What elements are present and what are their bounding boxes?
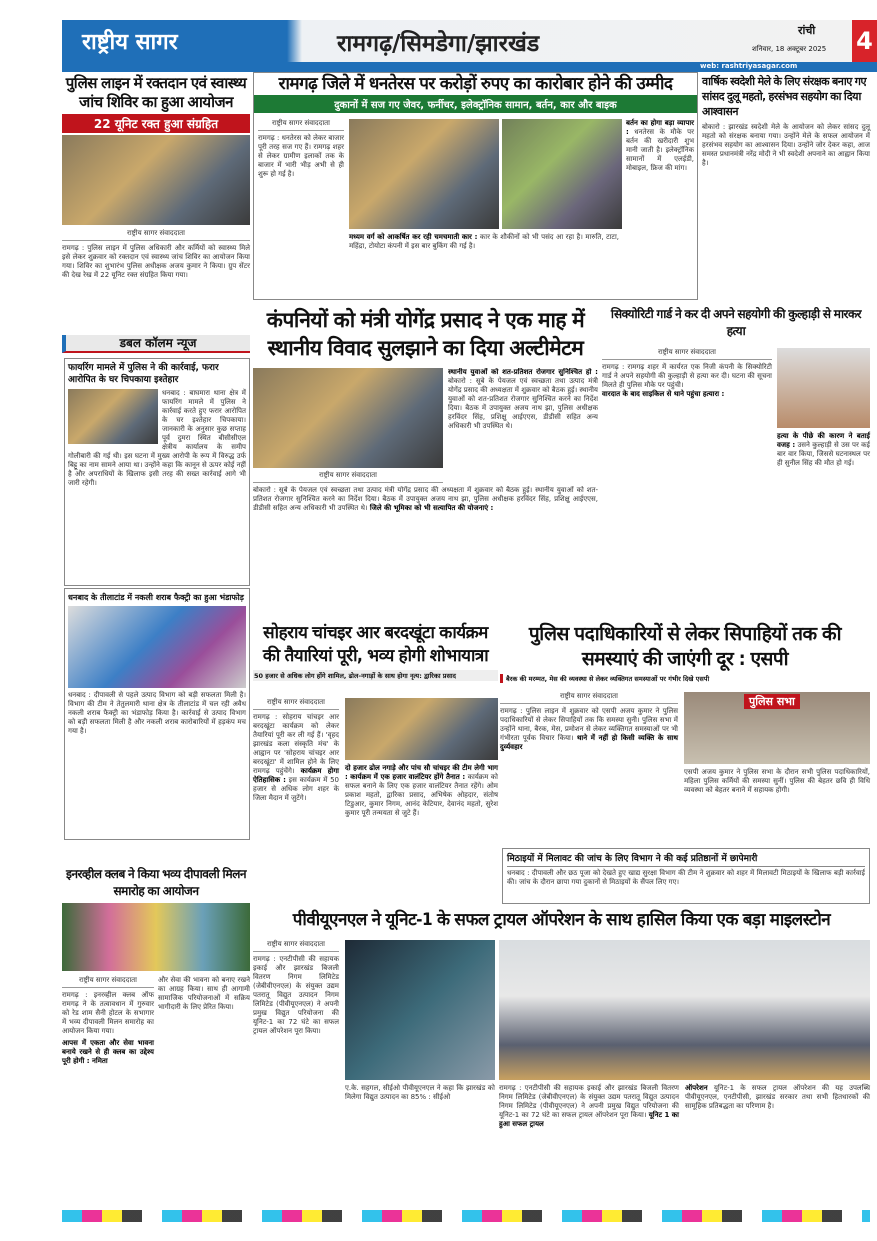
- body: रामगढ़ : सोहराय चांचइर आर बरदखूंटा कार्यक्रम को लेकर तैयारियां पूरी कर ली गई हैं। 'वृहद झारखंड कला संस्कृति मंच' के आह्वान पर 'सोहराय चांचइर आर बरदखूंटा' में शामिल होने के लिए रामगढ़ पहुंचेंगे।: [253, 713, 339, 775]
- subhead: 50 हजार से अधिक लोग होंगे शामिल, ढोल-नगाड़ों के साथ होगा नृत्य: द्वारिका प्रसाद: [253, 670, 498, 681]
- article-police-sabha: [500, 622, 870, 840]
- police-sabha-photo: [684, 692, 870, 764]
- article-fake-liquor: [64, 588, 250, 840]
- city: रांची: [798, 24, 816, 37]
- body: कार्यक्रम को सफल बनाने के लिए एक हजार वालंटियर तैनात रहेंगे। ओम प्रकाश महतो, द्वारिका प्रसाद, अभिषेक ओहदार, संतोष टिडुआर, कुमार निगम, आनंद केटियार, देवानंद महतो, सुरेश कुमार पूरी तन्मयता से जुटे हैं।: [345, 773, 498, 817]
- masthead: [62, 20, 877, 62]
- body: बोकारो : झारखंड स्वदेशी मेले के आयोजन को लेकर सांसद दुलू महतो को संरक्षक बनाया गया। उन्होंने मेले के सफल आयोजन में हरसंभव सहयोग का आश्वासन दिया। उन्होंने जोर देकर कहा, आज समस्त प्रधानमंत्री नरेंद्र मोदी ने भी स्वदेशी अपनाने का आह्वान किया है।: [702, 123, 870, 167]
- section-label: डबल कॉलम न्यूज: [119, 336, 197, 350]
- page-number: 4: [852, 20, 877, 62]
- article-pvunl: [253, 908, 870, 1204]
- article-firing: [64, 358, 250, 586]
- byline: राष्ट्रीय सागर संवाददाता: [253, 471, 443, 483]
- subhead: वारदात के बाद साइकिल से थाने पहुंचा हत्यारा :: [602, 390, 725, 398]
- officials-photo: [499, 940, 870, 1080]
- article-swadeshi-mela: [702, 74, 870, 300]
- photo-banner: पुलिस सभा: [744, 694, 800, 709]
- registration-bar: [62, 1210, 870, 1222]
- headline: पुलिस पदाधिकारियों से लेकर सिपाहियों तक की समस्याएं की जाएंगी दूर : एसपी: [528, 623, 842, 670]
- body: धनबाद : दीपावली से पहले उत्पाद विभाग को बड़ी सफलता मिली है। विभाग की टीम ने तेतुलमारी थाना क्षेत्र के तीलाटांड में चल रही अवैध नकली शराब फैक्ट्री का भंडाफोड़ किया है। कार्रवाई से उत्पाद विभाग को बड़ी सफलता मिली है और नकली शराब कारोबारियों में हड़कंप मच गया है।: [68, 691, 246, 735]
- section-title: रामगढ़/सिमडेगा/झारखंड: [337, 31, 540, 57]
- double-column-label: [62, 335, 250, 353]
- headline: सिक्योरिटी गार्ड ने कर दी अपने सहयोगी की कुल्हाड़ी से मारकर हत्या: [610, 307, 862, 338]
- subhead: स्थानीय युवाओं को शत-प्रतिशत रोजगार सुनिश्चित हो :: [448, 368, 598, 376]
- byline: राष्ट्रीय सागर संवाददाता: [253, 940, 339, 952]
- body: बोकारो : सूबे के पेयजल एवं स्वच्छता तथा उत्पाद मंत्री योगेंद्र प्रसाद की अध्यक्षता में शुक्रवार को बैठक हुई। स्थानीय युवाओं को शत-प्रतिशत रोजगार सुनिश्चित करने का निर्देश दिया। बैठक में उपायुक्त अजय नाथ झा, पुलिस अधीक्षक हरविंदर सिंह, प्रशिक्षु आईएएस, डीडीसी सहित अन्य अधिकारी भी उपस्थित थे।: [253, 486, 598, 512]
- market-photo: [502, 119, 622, 229]
- body: रामगढ़ : पुलिस लाइन में शुक्रवार को एसपी अजय कुमार ने पुलिस पदाधिकारियों से लेकर सिपाहियों तक कि समस्या सुनी। पुलिस सभा में उन्होंने थाना, बैरक, मेस, प्रमोशन से लेकर व्यक्तिगत समस्याओं पर भी गंभीरता पूर्वक विचार किया।: [500, 707, 678, 742]
- subhead: यूनिट 1 का हुआ सफल ट्रायल: [499, 1111, 679, 1128]
- subhead: कार्यक्रम होगा ऐतिहासिक :: [253, 767, 339, 784]
- subhead: जिले की भूमिका को भी सत्यापित की योजनाएं :: [369, 504, 494, 512]
- headline: कंपनियों को मंत्री योगेंद्र प्रसाद ने एक माह में स्थानीय विवाद सुलझाने का दिया अल्टीमेटम: [266, 308, 585, 360]
- body: रामगढ़ : पुलिस लाइन में पुलिस अधिकारी और कर्मियों को स्वास्थ्य मिले इसे लेकर शुक्रवार को रक्तदान एवं स्वास्थ्य जांच शिविर का आयोजन किया गया। शिविर का शुभारंभ पुलिस अधीक्षक अजय कुमार ने किया। ग्रुप सेंटर की देख रेख में 22 यूनिट रक्त संग्रहित किया गया।: [62, 244, 250, 279]
- headline: धनबाद के तीलाटांड में नकली शराब फैक्ट्री का हुआ भंडाफोड़: [68, 593, 244, 602]
- headline: वार्षिक स्वदेशी मेले के लिए संरक्षक बनाए गए सांसद दुलू महतो, हरसंभव सहयोग का दिया आश्वासन: [702, 75, 867, 118]
- body: रामगढ़ : धनतेरस को लेकर बाजार पूरी तरह सज गए हैं। रामगढ़ शहर से लेकर ग्रामीण इलाकों तक के बाजार में भारी भीड़ अभी से ही शुरू हो गई है।: [258, 134, 344, 178]
- subhead: बैरक की मरम्मत, मेस की व्यवस्था से लेकर व्यक्तिगत समस्याओं पर गंभीर दिखे एसपी: [500, 674, 870, 683]
- body: ए.के. सहगल, सीईओ पीवीयूएनएल ने कहा कि झारखंड को मिलेगा विद्युत उत्पादन का 85% : सीईओ: [345, 1084, 495, 1101]
- subhead: आपस में एकता और सेवा भावना बनाये रखने से ही क्लब का उद्देश्य पूरी होगी : नमिता: [62, 1039, 154, 1065]
- body: बोकारो : सूबे के पेयजल एवं स्वच्छता तथा उत्पाद मंत्री योगेंद्र प्रसाद की अध्यक्षता में शुक्रवार को बैठक हुई। स्थानीय युवाओं को शत-प्रतिशत रोजगार सुनिश्चित करने का निर्देश दिया। बैठक में उपायुक्त अजय नाथ झा, पुलिस अधीक्षक हरविंदर सिंह, प्रशिक्षु आईएएस, डीडीसी सहित अन्य अधिकारी भी उपस्थित थे।: [448, 377, 598, 430]
- body: धनबाद : दीपावली और छठ पूजा को देखते हुए खाद्य सुरक्षा विभाग की टीम ने शुक्रवार को शहर में मिलावटी मिठाइयों के खिलाफ बड़ी कार्रवाई की। जांच के दौरान छापा गया दुकानों से मिठाइयों के सैंपल लिए गए।: [507, 869, 865, 886]
- meeting-photo: [253, 368, 443, 468]
- date: शनिवार, 18 अक्टूबर 2025: [752, 45, 827, 53]
- body: कार के शौकीनों को भी पसंद आ रहा है। मारुति, टाटा, महिंद्रा, टोयोटा कंपनी में इस बार बुकिंग की गई है।: [349, 233, 619, 250]
- article-sweets-raid: [502, 848, 870, 904]
- meeting-photo: [345, 698, 498, 760]
- body: उसने कुल्हाड़ी से उस पर कई बार वार किया, जिससे घटनास्थल पर ही सुनील सिंह की मौत हो गई।: [777, 441, 870, 467]
- byline: राष्ट्रीय सागर संवाददाता: [62, 229, 250, 241]
- body: रामगढ़ : एनटीपीसी की सहायक इकाई और झारखंड बिजली वितरण निगम लिमिटेड (जेबीवीएनएल) के संयुक्त उद्यम पतरातू विद्युत उत्पादन निगम लिमिटेड (पीवीयूएनएल) ने अपनी प्रमुख विद्युत परियोजना की यूनिट-1 का 72 घंटे का सफल ट्रायल ऑपरेशन पूरा किया।: [253, 955, 339, 1035]
- headline: सोहराय चांचइर आर बरदखूंटा कार्यक्रम की तैयारियां पूरी, भव्य होगी शोभायात्रा: [262, 623, 489, 666]
- byline: राष्ट्रीय सागर संवाददाता: [258, 119, 344, 131]
- article-minister-ultimatum: [253, 306, 598, 618]
- website: web: rashtriyasagar.com: [700, 62, 798, 70]
- byline: राष्ट्रीय सागर संवाददाता: [500, 692, 678, 704]
- red-banner: 22 यूनिट रक्त हुआ संग्रहित: [62, 114, 250, 133]
- article-sohrai: [253, 622, 498, 892]
- body: और सेवा की भावना को बनाए रखने का आग्रह किया। साथ ही आगामी सामाजिक परियोजनाओं में सक्रिय भागीदारी के लिए प्रेरित किया।: [158, 976, 250, 1011]
- jewellery-photo: [349, 119, 499, 229]
- logo: राष्ट्रीय सागर: [82, 30, 178, 55]
- body: यूनिट-1 के सफल ट्रायल ऑपरेशन की यह उपलब्धि पीवीयूएनएल, एनटीपीसी, झारखंड सरकार तथा सभी हितधारकों की सामूहिक प्रतिबद्धता का परिणाम है।: [685, 1084, 870, 1110]
- headline: इनरव्हील क्लब ने किया भव्य दीपावली मिलन समारोह का आयोजन: [65, 867, 247, 898]
- subhead: बर्तन का होगा बड़ा व्यापार :: [626, 119, 694, 136]
- body: रामगढ़ : इनरव्हील क्लब ऑफ रामगढ़ ने के तत्वावधान में गुरुवार को रेड शाम सैनी होटल के सभागार में भव्य दीपावली मिलन समारोह का आयोजन किया गया।: [62, 991, 154, 1035]
- body: धनबाद : बाघमारा थाना क्षेत्र में फायरिंग मामले में पुलिस ने कार्रवाई करते हुए फरार आरोपित के घर इश्तेहार चिपकाया। जानकारी के अनुसार कुछ सप्ताह पूर्व दुमरा स्थित बीसीसीएल क्षेत्रीय कार्यालय के समीप गोलीबारी की गई थी। इस घटना में मुख्य आरोपी के रूप में विरुद्ध उर्फ बिट्टू का नाम सामने आया था। उन्होंने कहा कि कानून से ऊपर कोई नहीं है और अपराधियों के खिलाफ इसी तरह की सख्त कार्रवाई आगे भी जारी रहेगी।: [68, 389, 246, 487]
- control-room-photo: [345, 940, 495, 1080]
- body: रामगढ़ : एनटीपीसी की सहायक इकाई और झारखंड बिजली वितरण निगम लिमिटेड (जेबीवीएनएल) के संयुक्त उद्यम पतरातू विद्युत उत्पादन निगम लिमिटेड (पीवीयूएनएल) ने अपनी प्रमुख विद्युत परियोजना की यूनिट-1 का 72 घंटे का सफल ट्रायल ऑपरेशन पूरा किया।: [499, 1084, 679, 1119]
- headline: पुलिस लाइन में रक्तदान एवं स्वास्थ्य जांच शिविर का हुआ आयोजन: [65, 74, 247, 111]
- headline: फायरिंग मामले में पुलिस ने की कार्रवाई, फरार आरोपित के घर चिपकाया इश्तेहार: [68, 363, 219, 385]
- body: रामगढ़ : रामगढ़ शहर में कार्यरत एक निजी कंपनी के सिक्योरिटी गार्ड ने अपने सहयोगी की कुल्हाड़ी से हत्या कर दी। घटना की सूचना मिलते ही पुलिस मौके पर पहुंची।: [602, 363, 772, 389]
- body: एसपी अजय कुमार ने पुलिस सभा के दौरान सभी पुलिस पदाधिकारियों, महिला पुलिस कर्मियों की समस्या सुनीं। पुलिस की बेहतर छवि ही विधि व्यवस्था को बेहतर बनाने में सहायक होगी।: [684, 768, 870, 794]
- article-innerwheel: [62, 866, 250, 1204]
- subhead: हत्या के पीछे की कारण ने बताई वजह :: [777, 432, 870, 449]
- subhead: ऑपरेशन: [685, 1084, 708, 1092]
- byline: राष्ट्रीय सागर संवाददाता: [602, 348, 772, 360]
- subhead: मध्यम वर्ग को आकर्षित कर रही चमचमाती कार :: [349, 233, 478, 241]
- blood-donation-photo: [62, 135, 250, 225]
- subhead: थाने में नहीं हो किसी व्यक्ति के साथ दुर्व्यवहार: [500, 734, 678, 751]
- body: धनतेरस के मौके पर बर्तन की खरीदारी शुभ मानी जाती है। इलेक्ट्रॉनिक सामानों में एलईडी, मोबाइल, फ्रिज की मांग।: [626, 128, 694, 172]
- green-subhead: दुकानों में सज गए जेवर, फर्नीचर, इलेक्ट्रॉनिक सामान, बर्तन, कार और बाइक: [254, 95, 697, 113]
- subhead: कार्यक्रम में एक हजार वालंटियर होंगे तैनात :: [350, 773, 466, 781]
- liquor-factory-photo: [68, 606, 246, 688]
- headline: मिठाइयों में मिलावट की जांच के लिए विभाग ने की कई प्रतिष्ठानों में छापेमारी: [507, 851, 865, 867]
- body: इस कार्यक्रम में 50 हजार से अधिक लोग शहर के जिला मैदान में जुटेंगे।: [253, 776, 339, 802]
- byline: राष्ट्रीय सागर संवाददाता: [62, 976, 154, 988]
- article-dhanteras: [253, 72, 698, 300]
- poster-photo: [68, 389, 158, 444]
- byline: राष्ट्रीय सागर संवाददाता: [253, 698, 339, 710]
- group-photo: [62, 903, 250, 971]
- suspect-photo: [777, 348, 870, 428]
- article-blood-donation: [62, 74, 250, 302]
- headline: पीवीयूएनएल ने यूनिट-1 के सफल ट्रायल ऑपरेशन के साथ हासिल किया एक बड़ा माइलस्टोन: [292, 910, 831, 930]
- article-security-guard: [602, 306, 870, 618]
- subhead: दो हजार ढोल नगाड़े और पांच सौ चांचइर की टीम लेगी भाग :: [345, 764, 498, 781]
- headline: रामगढ़ जिले में धनतेरस पर करोड़ों रुपए का कारोबार होने की उम्मीद: [278, 74, 673, 94]
